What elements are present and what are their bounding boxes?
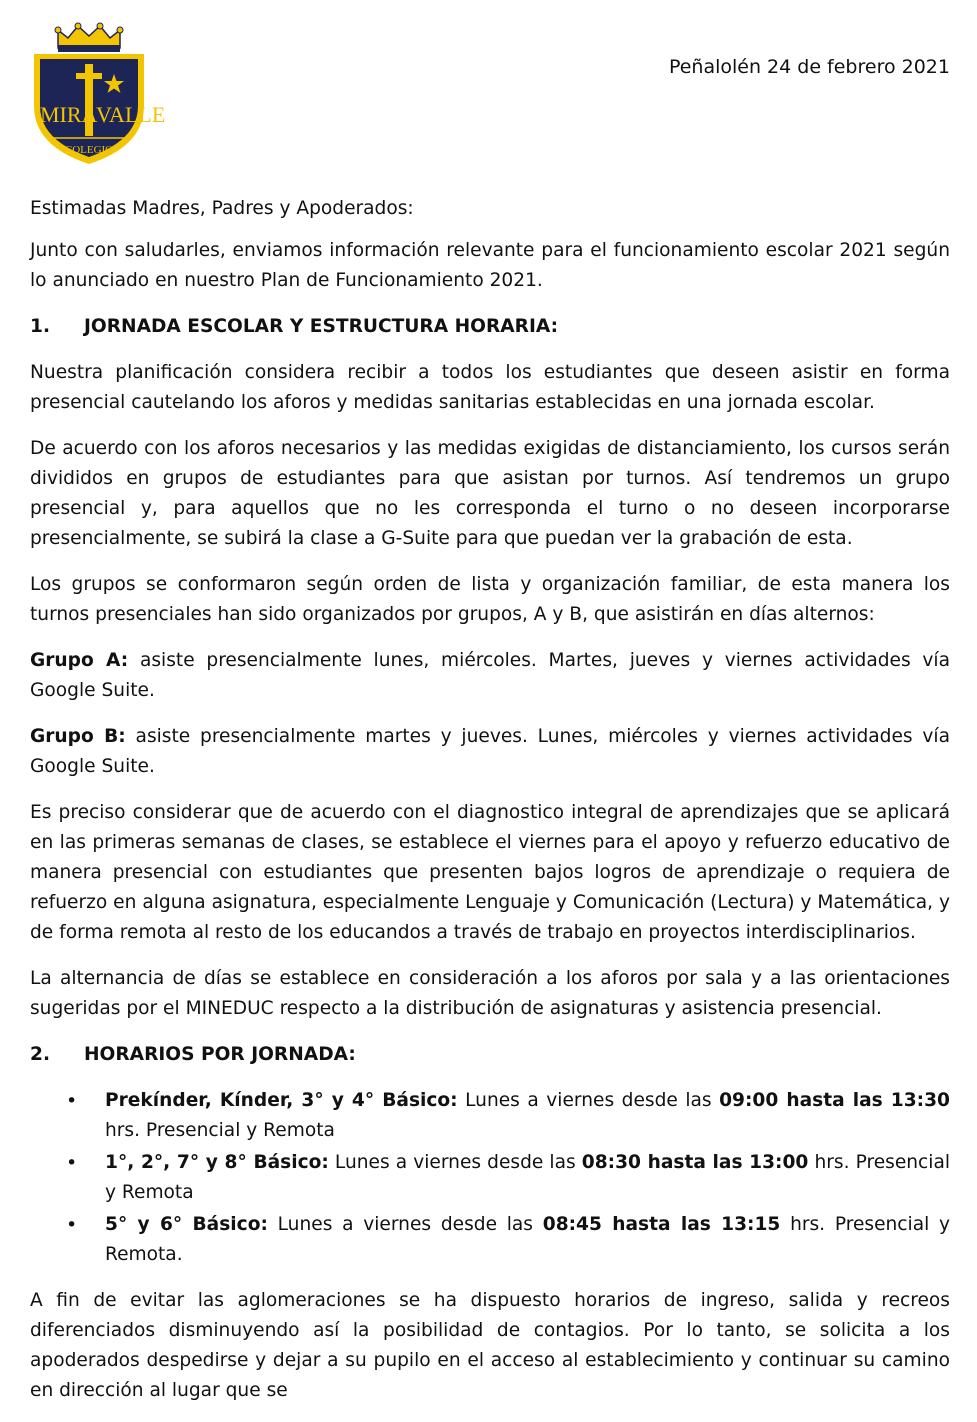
section-2-heading [30,1040,950,1070]
section-1-heading [30,312,950,342]
schedule-time: 08:30 hasta las 13:00 [581,1152,809,1173]
list-item [66,1210,951,1270]
section-1-paragraph-4: Es preciso considerar que de acuerdo con el diagnostico integral de aprendizajes que se aplicará en las primeras semanas de clases, se establece el viernes para el apoyo y refuerzo educativo de manera presencial con estudiantes que presenten bajos logros de aprendizaje o requiera de refuerzo en alguna asignatura, especialmente Lenguaje y Comunicación (Lectura) y Matemática, y de forma remota al resto de los educandos a través de trabajo en proyectos interdisciplinarios. [30,802,950,943]
group-a-label: Grupo A: [30,650,129,671]
group-b-text: asiste presencialmente martes y jueves. Lunes, miércoles y viernes actividades vía Google Suite. [30,726,950,777]
logo-subtitle: COLEGIO [64,144,114,156]
schedule-label: 1°, 2°, 7° y 8° Básico: [105,1152,329,1173]
section-1-paragraph-5: La alternancia de días se establece en consideración a los aforos por sala y a las orientaciones sugeridas por el MINEDUC respecto a la distribución de asignaturas y asistencia presencial. [30,968,950,1019]
schedule-label: Prekínder, Kínder, 3° y 4° Básico: [105,1090,458,1111]
section-1-paragraph-3: Los grupos se conformaron según orden de lista y organización familiar, de esta manera los turnos presenciales han sido organizados por grupos, A y B, que asistirán en días alternos: [30,574,950,625]
schedule-pre: Lunes a viernes desde las [457,1090,720,1111]
letter-date: Peñalolén 24 de febrero 2021 [668,56,950,78]
section-1-title: JORNADA ESCOLAR Y ESTRUCTURA HORARIA: [84,316,559,337]
schedule-pre: Lunes a viernes desde las [328,1152,582,1173]
schedule-pre: Lunes a viernes desde las [267,1214,543,1235]
section-2-title: HORARIOS POR JORNADA: [84,1044,356,1065]
list-item [66,1148,950,1208]
schedule-post: hrs. Presencial y Remota. [105,1214,951,1265]
schedule-post: hrs. Presencial y Remota [105,1152,950,1203]
group-b-label: Grupo B: [30,726,126,747]
bullet-icon: • [66,1090,78,1112]
closing-paragraph: A fin de evitar las aglomeraciones se ha dispuesto horarios de ingreso, salida y recreos diferenciados disminuyendo así la posibilidad de contagios. Por lo tanto, se solicita a los apoderados despedirse y dejar a su pupilo en el acceso al establecimiento y continuar su camino en dirección al lugar que se [30,1290,950,1401]
bullet-icon: • [66,1152,78,1174]
bullet-icon: • [66,1214,78,1236]
group-a-paragraph [30,646,950,706]
section-1-number: 1. [30,316,51,337]
salutation: Estimadas Madres, Padres y Apoderados: [30,198,414,219]
group-b-paragraph [30,722,950,782]
section-2-number: 2. [30,1044,51,1065]
letter-body [30,194,950,1422]
intro-paragraph: Junto con saludarles, enviamos información relevante para el funcionamiento escolar 2021 según lo anunciado en nuestro Plan de Funcionamiento 2021. [30,240,950,291]
group-a-text: asiste presencialmente lunes, miércoles. Martes, jueves y viernes actividades vía Google Suite. [30,650,950,701]
schedule-label: 5° y 6° Básico: [105,1214,268,1235]
schedule-time: 09:00 hasta las 13:30 [719,1090,950,1111]
list-item [66,1086,950,1146]
school-crest-logo [28,18,166,168]
section-1-paragraph-1: Nuestra planificación considera recibir a todos los estudiantes que deseen asistir en forma presencial cautelando los aforos y medidas sanitarias establecidas en una jornada escolar. [30,362,950,413]
section-1-paragraph-2: De acuerdo con los aforos necesarios y las medidas exigidas de distanciamiento, los cursos serán divididos en grupos de estudiantes para que asistan por turnos. Así tendremos un grupo presencial y, para aquellos que no les corresponda el turno o no deseen incorporarse presencialmente, se subirá la clase a G-Suite para que puedan ver la grabación de esta. [30,438,950,549]
schedule-list [30,1086,950,1270]
schedule-time: 08:45 hasta las 13:15 [542,1214,781,1235]
logo-name-right: VALLE [96,102,166,127]
schedule-post: hrs. Presencial y Remota [105,1120,335,1141]
logo-name-left: MIRA [40,102,98,127]
crest-icon [28,18,166,168]
